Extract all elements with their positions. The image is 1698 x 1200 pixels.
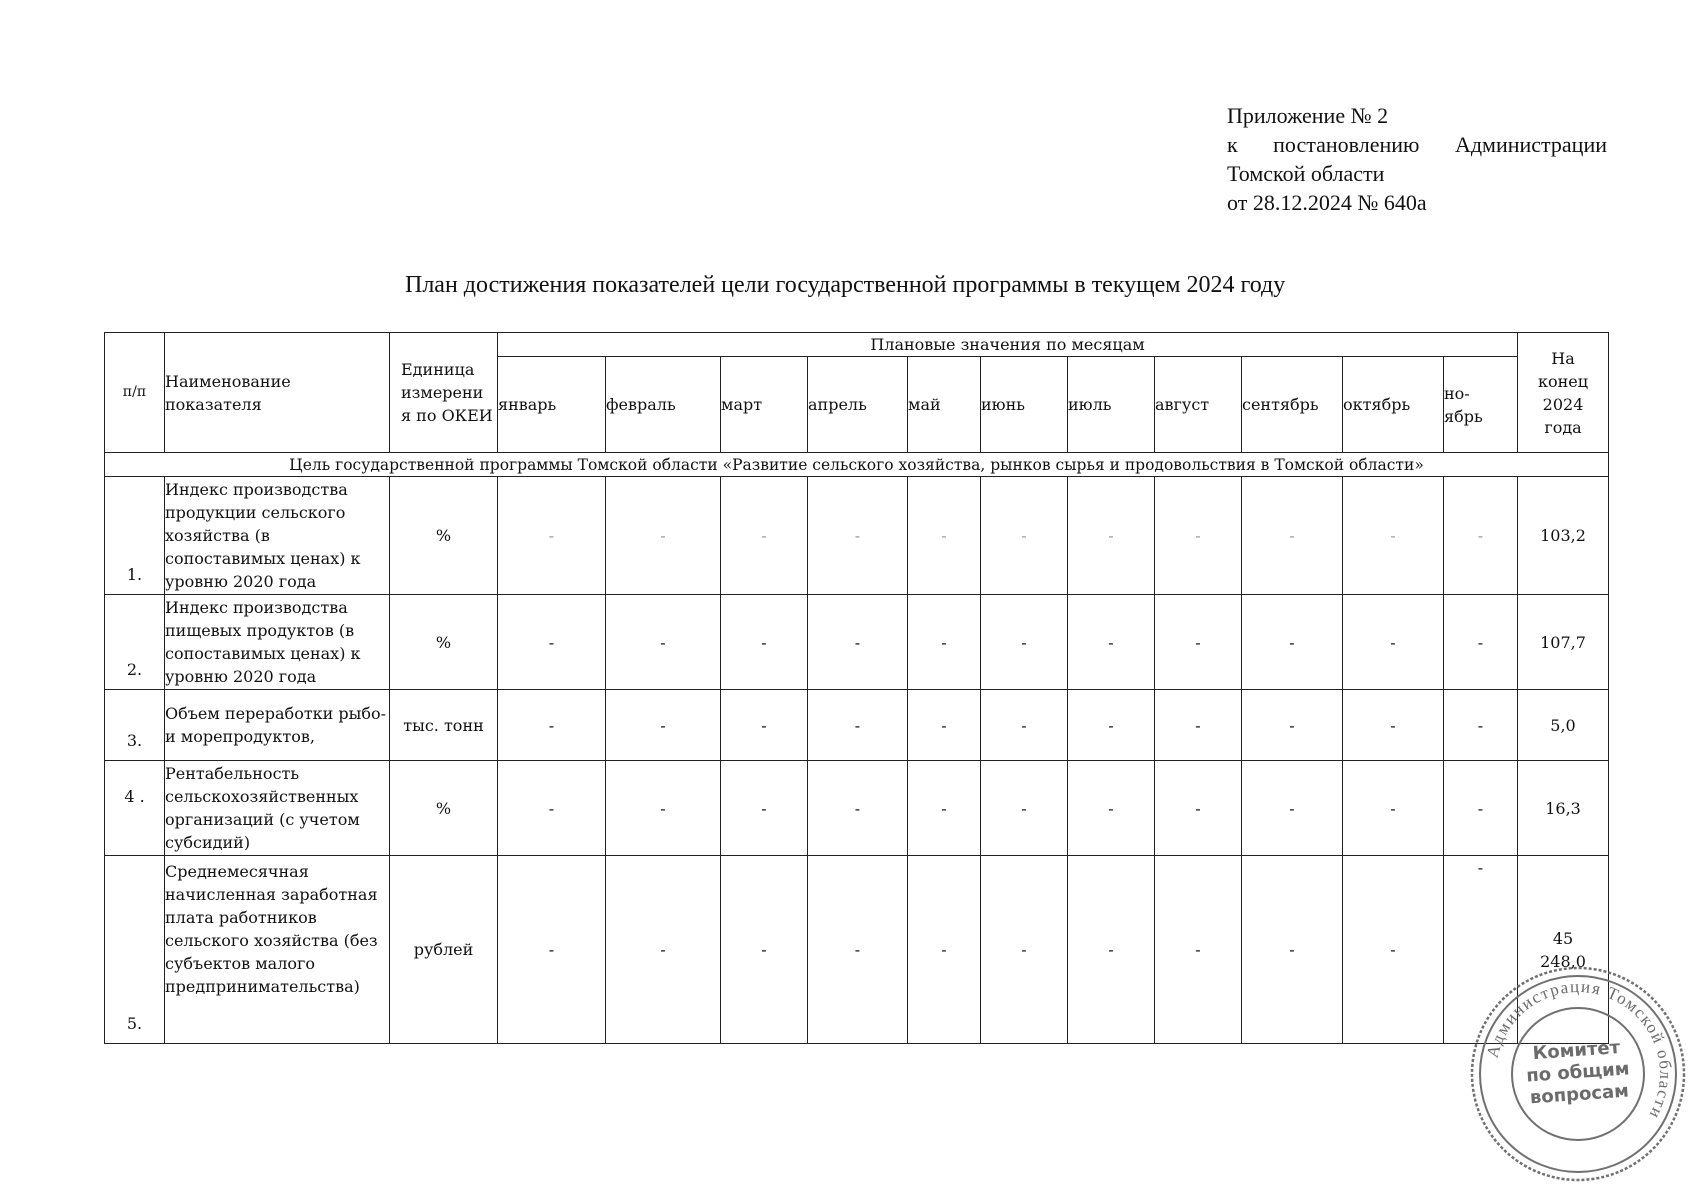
table-row xyxy=(105,856,1609,1044)
row-month-value: - xyxy=(721,761,808,856)
row-unit: % xyxy=(390,477,498,595)
row-number: 1. xyxy=(105,477,165,595)
row-indicator-name: Среднемесячная начисленная заработная плата работников сельского хозяйства (без субъектов малого предпринимательства) xyxy=(165,856,390,1044)
seal-center-line-3: вопросам xyxy=(1529,1080,1630,1109)
row-month-value: - xyxy=(1343,690,1444,761)
row-month-value: - xyxy=(1444,761,1518,856)
row-indicator-name: Индекс производства продукции сельского хозяйства (в сопоставимых ценах) к уровню 2020 года xyxy=(165,477,390,595)
row-month-value: - xyxy=(981,761,1068,856)
goal-row xyxy=(105,453,1609,477)
appendix-line-3: Томской области xyxy=(1227,161,1385,186)
row-number: 4 . xyxy=(105,761,165,856)
month-header: апрель xyxy=(808,357,908,453)
row-month-value: - xyxy=(606,595,721,690)
row-month-value: - xyxy=(908,761,981,856)
appendix-line-2: к постановлению Администрации xyxy=(1227,132,1607,157)
row-month-value: - xyxy=(1155,477,1242,595)
row-month-value: - xyxy=(908,477,981,595)
month-header: март xyxy=(721,357,808,453)
seal-center-line-2: по общим xyxy=(1525,1058,1631,1087)
row-month-value: - xyxy=(808,761,908,856)
appendix-block xyxy=(1227,101,1607,217)
row-month-value: - xyxy=(981,690,1068,761)
row-month-value: - xyxy=(498,595,606,690)
row-indicator-name: Рентабельность сельскохозяйственных организаций (с учетом субсидий) xyxy=(165,761,390,856)
row-month-value: - xyxy=(1068,595,1155,690)
header-months-group: Плановые значения по месяцам xyxy=(498,333,1518,357)
row-month-value: - xyxy=(1444,477,1518,595)
row-year-end-value: 5,0 xyxy=(1518,690,1609,761)
header-name: Наименование показателя xyxy=(165,333,390,453)
month-header: август xyxy=(1155,357,1242,453)
row-number: 5. xyxy=(105,856,165,1044)
table-row xyxy=(105,690,1609,761)
row-month-value: - xyxy=(606,761,721,856)
row-month-value: - xyxy=(1068,690,1155,761)
row-number: 2. xyxy=(105,595,165,690)
table-row xyxy=(105,477,1609,595)
row-unit: % xyxy=(390,595,498,690)
row-year-end-value: 107,7 xyxy=(1518,595,1609,690)
row-month-value: - xyxy=(498,477,606,595)
row-month-value: - xyxy=(1155,690,1242,761)
row-year-end-value: 103,2 xyxy=(1518,477,1609,595)
row-indicator-name: Объем переработки рыбо- и морепродуктов, xyxy=(165,690,390,761)
month-header: сентябрь xyxy=(1242,357,1343,453)
row-month-value: - xyxy=(1242,477,1343,595)
appendix-line-4: от 28.12.2024 № 640а xyxy=(1227,190,1427,215)
table-row xyxy=(105,761,1609,856)
month-header: июль xyxy=(1068,357,1155,453)
row-month-value: - xyxy=(1242,856,1343,1044)
row-month-value: - xyxy=(1068,856,1155,1044)
row-year-end-value: 16,3 xyxy=(1518,761,1609,856)
indicators-table xyxy=(104,332,1609,1044)
row-unit: % xyxy=(390,761,498,856)
goal-text: Цель государственной программы Томской области «Развитие сельского хозяйства, рынков сырья и продовольствия в Томской области» xyxy=(105,453,1609,477)
row-month-value: - xyxy=(1155,595,1242,690)
row-month-value: - xyxy=(721,477,808,595)
row-indicator-name: Индекс производства пищевых продуктов (в сопоставимых ценах) к уровню 2020 года xyxy=(165,595,390,690)
row-month-value: - xyxy=(606,856,721,1044)
header-num: п/п xyxy=(105,333,165,453)
row-month-value: - xyxy=(808,690,908,761)
row-month-value: - xyxy=(1155,761,1242,856)
row-month-value: - xyxy=(1444,595,1518,690)
document-title: План достижения показателей цели государственной программы в текущем 2024 году xyxy=(405,272,1286,298)
row-number: 3. xyxy=(105,690,165,761)
row-month-value: - xyxy=(498,761,606,856)
month-header: июнь xyxy=(981,357,1068,453)
row-month-value: - xyxy=(1343,477,1444,595)
row-month-value: - xyxy=(981,477,1068,595)
row-month-value: - xyxy=(1444,856,1518,1044)
row-month-value: - xyxy=(981,856,1068,1044)
month-header: январь xyxy=(498,357,606,453)
row-month-value: - xyxy=(808,856,908,1044)
month-header: но-ябрь xyxy=(1444,357,1518,453)
month-header: май xyxy=(908,357,981,453)
row-month-value: - xyxy=(981,595,1068,690)
row-month-value: - xyxy=(721,595,808,690)
row-month-value: - xyxy=(498,856,606,1044)
month-header: октябрь xyxy=(1343,357,1444,453)
row-month-value: - xyxy=(721,690,808,761)
header-year-end: На конец 2024 года xyxy=(1518,333,1609,453)
row-month-value: - xyxy=(808,595,908,690)
seal-center-line-1: Комитет xyxy=(1531,1037,1621,1065)
row-month-value: - xyxy=(1343,595,1444,690)
row-month-value: - xyxy=(606,690,721,761)
row-year-end-value: 45 248,0 xyxy=(1518,856,1609,1044)
row-month-value: - xyxy=(498,690,606,761)
table-row xyxy=(105,595,1609,690)
row-month-value: - xyxy=(1242,690,1343,761)
row-month-value: - xyxy=(908,595,981,690)
row-month-value: - xyxy=(808,477,908,595)
row-unit: тыс. тонн xyxy=(390,690,498,761)
header-row-1 xyxy=(105,333,1609,357)
appendix-line-1: Приложение № 2 xyxy=(1227,103,1389,128)
row-month-value: - xyxy=(908,690,981,761)
seal-ring-text: Администрация Томской области xyxy=(1482,976,1676,1123)
month-header: февраль xyxy=(606,357,721,453)
row-month-value: - xyxy=(1242,761,1343,856)
row-month-value: - xyxy=(908,856,981,1044)
official-seal xyxy=(1468,964,1688,1184)
row-month-value: - xyxy=(1155,856,1242,1044)
row-month-value: - xyxy=(1444,690,1518,761)
row-month-value: - xyxy=(721,856,808,1044)
row-month-value: - xyxy=(1343,856,1444,1044)
row-month-value: - xyxy=(1068,477,1155,595)
row-month-value: - xyxy=(606,477,721,595)
row-month-value: - xyxy=(1068,761,1155,856)
row-unit: рублей xyxy=(390,856,498,1044)
header-unit: Единица измерени я по ОКЕИ xyxy=(390,333,498,453)
row-month-value: - xyxy=(1343,761,1444,856)
row-month-value: - xyxy=(1242,595,1343,690)
